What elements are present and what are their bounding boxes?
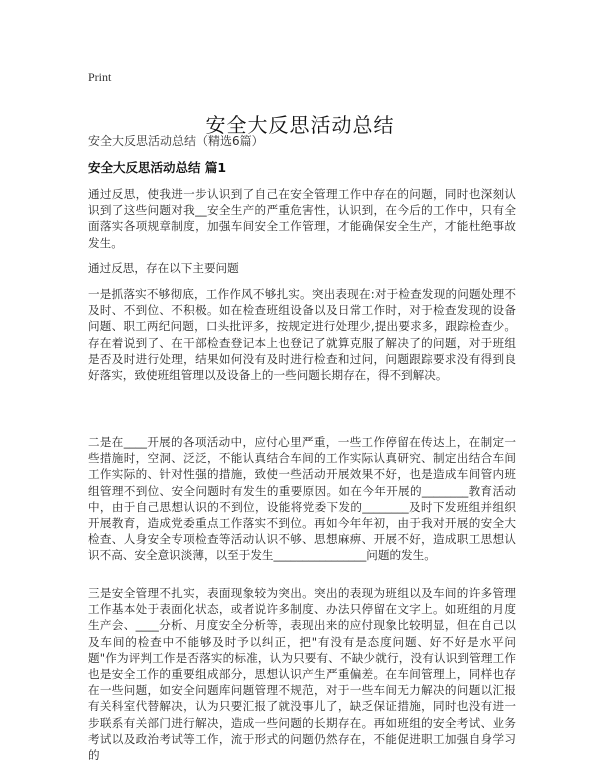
- print-link[interactable]: Print: [88, 70, 112, 84]
- paragraph-problems-lead: 通过反思，存在以下主要问题: [88, 261, 239, 275]
- paragraph-problem-three: 三是安全管理不扎实，表面现象较为突出。突出的表现为班组以及车间的许多管理工作基本处于表面化状态，或者说许多制度、办法只停留在文字上。如班组的月度生产会、____分析、月度安全分析等，表现出来的应付现象比较明显，但在自己以及车间的检查中不能够及时予以纠正，把"有没有是态度问题、好不好是水平问题"作为评判工作是否落实的标准，认为只要有、不缺少就行，没有认识到管理工作也是安全工作的重要组成部分，思想认识产生严重偏差。在车间管理上，同样也存在一些问题，如安全问题库问题管理不规范，对于一些车间无力解决的问题以汇报有关科室代替解决，认为只要汇报了就没事儿了，缺乏保证措施，同时也没有进一步联系有关部门进行解决，造成一些问题的长期存在。再如班组的安全考试、业务考试以及政治考试等工作，流于形式的问题仍然存在，不能促进职工加强自身学习的: [88, 586, 516, 763]
- page-title: 安全大反思活动总结: [205, 113, 395, 138]
- document-subtitle: 安全大反思活动总结（精选6篇）: [88, 134, 264, 148]
- paragraph-intro: 通过反思，使我进一步认识到了自己在安全管理工作中存在的问题，同时也深刻认识到了这些问题对我__安全生产的严重危害性，认识到，在今后的工作中，只有全面落实各项规章制度，加强车间安全工作管理，才能确保安全生产，才能杜绝事故发生。: [88, 187, 516, 250]
- section-heading: 安全大反思活动总结 篇1: [88, 160, 227, 175]
- paragraph-problem-one: 一是抓落实不够彻底，工作作风不够扎实。突出表现在:对于检查发现的问题处理不及时、不到位、不积极。如在检查班组设备以及日常工作时，对于检查发现的设备问题、职工两纪问题，口头批评多，按规定进行处理少,提出要求多，跟踪检查少。存在着说到了、在干部检查登记本上也登记了就算克服了解决了的问题，对于班组是否及时进行处理，结果如何没有及时进行检查和过问，问题跟踪要求没有得到良好落实，致使班组管理以及设备上的一些问题长期存在，得不到解决。: [88, 287, 516, 383]
- paragraph-problem-two: 二是在____开展的各项活动中，应付心里严重，一些工作停留在传达上，在制定一些措施时，空洞、泛泛，不能认真结合车间的工作实际认真研究、制定出结合车间工作实际的、针对性强的措施，致使一些活动开展效果不好，也是造成车间管内班组管理不到位、安全问题时有发生的重要原因。如在今年开展的________教育活动中，由于自己思想认识的不到位，设能将党委下发的________及时下发班组并组织开展教育，造成党委重点工作落实不到位。再如今年年初，由于我对开展的安全大检查、人身安全专项检查等活动认识不够、思想麻痹、开展不好，造成职工思想认识不高、安全意识淡薄，以至于发生________________问题的发生。: [88, 435, 516, 563]
